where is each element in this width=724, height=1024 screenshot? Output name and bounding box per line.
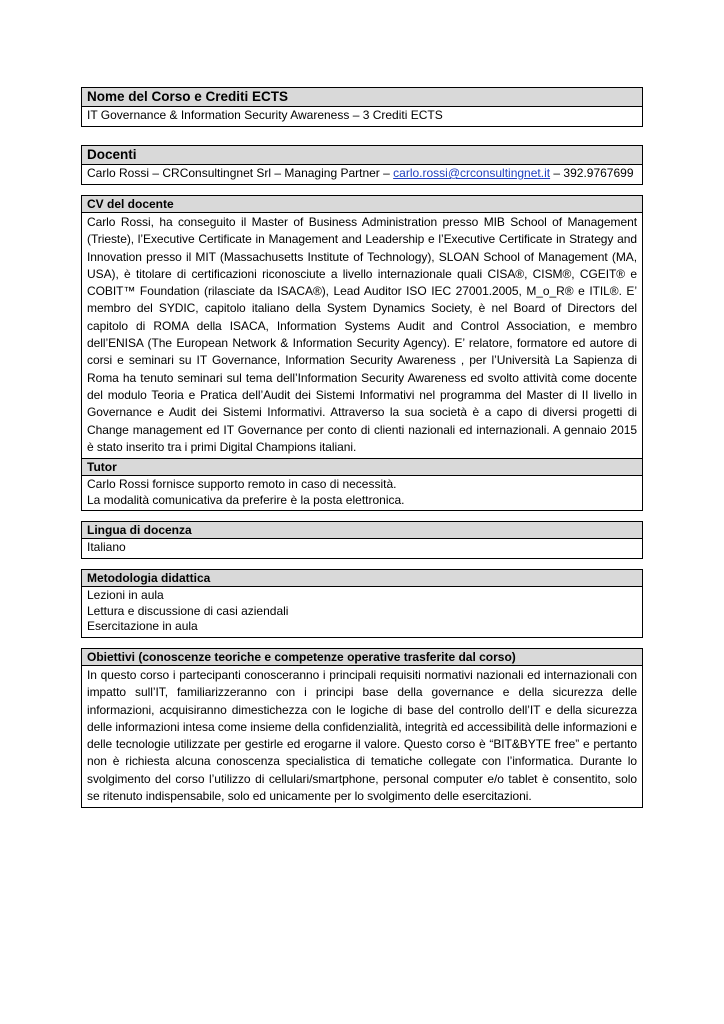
tutor-header: Tutor xyxy=(82,459,642,476)
cv-section xyxy=(81,195,643,459)
objectives-body xyxy=(82,666,642,807)
cv-header: CV del docente xyxy=(82,196,642,213)
methodology-item: Esercitazione in aula xyxy=(87,619,198,633)
tutor-body xyxy=(82,476,642,510)
tutor-line: La modalità comunicativa da preferire è la posta elettronica. xyxy=(87,492,405,507)
teacher-info: Carlo Rossi – CRConsultingnet Srl – Managing Partner – xyxy=(87,166,394,180)
language-header: Lingua di docenza xyxy=(82,522,642,539)
language-text: Italiano xyxy=(87,540,126,554)
tutor-line: Carlo Rossi fornisce supporto remoto in caso di necessità. xyxy=(87,477,397,491)
course-section xyxy=(81,87,643,127)
teacher-phone: – 392.9767699 xyxy=(550,166,634,180)
objectives-text: In questo corso i partecipanti conosceranno i principali requisiti normativi nazionali ed internazionali con impatto sull’IT, familiarizzeranno con i principi base della governance e della sicurezza delle informazioni, acquisiranno dimestichezza con le logiche di base del controllo dell’IT e della sicurezza delle informazioni intesa come insieme della confidenzialità, integrità ed accessibilità delle informazioni e delle tecnologie utilizzate per gestirle ed erogarne il valore. Questo corso è “BIT&BYTE free” e pertanto non è richiesta alcuna conoscenza specialistica di tematiche collegate con l’informatica. Durante lo svolgimento del corso l’utilizzo di cellulari/smartphone, personal computer e/o tablet è consentito, solo se ritenuto indispensabile, solo ed unicamente per lo svolgimento delle esercitazioni. xyxy=(87,668,637,804)
course-header: Nome del Corso e Crediti ECTS xyxy=(82,88,642,107)
teachers-line xyxy=(82,165,642,184)
methodology-item: Lezioni in aula xyxy=(87,588,164,602)
methodology-header: Metodologia didattica xyxy=(82,570,642,587)
language-section xyxy=(81,521,643,559)
course-text: IT Governance & Information Security Awareness – 3 Crediti ECTS xyxy=(87,108,443,122)
cv-text: Carlo Rossi, ha conseguito il Master of Business Administration presso MIB School of Management (Trieste), l’Executive Certificate in Management and Leadership e l’Executive Certificate in Strategy and Innovation presso il MIT (Massachusetts Institute of Technology), SLOAN School of Management (MA, USA), è titolare di certificazioni riconosciute a livello internazionale quali CISA®, CISM®, CGEIT® e COBIT™ Foundation (rilasciate da ISACA®), Lead Auditor ISO IEC 27001.2005, M_o_R® e ITIL®. E’ membro del SYDIC, capitolo italiano della System Dynamics Society, è nel Board of Directors del capitolo di ROMA della ISACA, Information Systems Audit and Control Association, e membro dell’ENISA (The European Network & Information Security Agency). E’ relatore, formatore ed autore di corsi e seminari su IT Governance, Information Security Awareness , per l’Università La Sapienza di Roma ha tenuto seminari sul tema dell’Information Security Awareness ed svolto attività come docente del modulo Teoria e Pratica dell’Audit dei Sistemi Informativi nel programma del Master di II livello in Governance e Audit dei Sistemi Informativi. Attraverso la sua società è a capo di diversi progetti di Change management ed IT Governance per conto di clienti nazionali ed internazionali. A gennaio 2015 è stato inserito tra i primi Digital Champions italiani. xyxy=(87,215,637,454)
objectives-header: Obiettivi (conoscenze teoriche e competenze operative trasferite dal corso) xyxy=(82,649,642,666)
objectives-section xyxy=(81,648,643,808)
teachers-header: Docenti xyxy=(82,146,642,165)
teachers-section xyxy=(81,145,643,185)
cv-body xyxy=(82,213,642,458)
methodology-body xyxy=(82,587,642,637)
methodology-item: Lettura e discussione di casi aziendali xyxy=(87,603,289,618)
teacher-email-link[interactable]: carlo.rossi@crconsultingnet.it xyxy=(393,166,551,180)
tutor-section xyxy=(81,458,643,511)
methodology-section xyxy=(81,569,643,638)
